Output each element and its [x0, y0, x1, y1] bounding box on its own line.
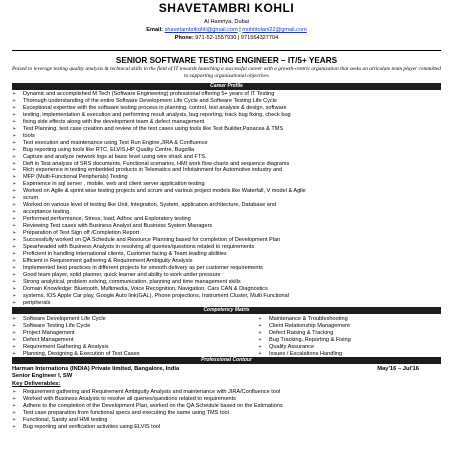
competency-item: ➢ Project Management: [12, 330, 140, 337]
career-profile-item: ➢ Test Planning, test case creation and review of the test cases using tools like Test Builder,Panacea & TMS: [12, 126, 306, 133]
phone-value: 971-52-1557930 | 971564327704: [195, 35, 279, 41]
competency-list-left: [12, 316, 140, 359]
competency-item: ➢ Defect Raising & Tracking: [258, 330, 351, 337]
career-profile-item: ➢ tools: [12, 133, 306, 140]
career-profile-item: ➢ Exceptional expertise with the software testing process in planning, control, test analysis & design, software: [12, 105, 306, 112]
career-profile-item: ➢ Rich experience in testing embedded products in Telematics and Infotainment for Automotive industry and: [12, 167, 306, 174]
competency-item: ➢ Software Testing Life Cycle: [12, 323, 140, 330]
career-profile-list: [12, 91, 306, 307]
career-profile-item: ➢ Performed performance, Stress, load, Adhoc and Exploratory testing: [12, 216, 306, 223]
deliverable-item: ➢ Functional, Sanity and HMI testing: [12, 417, 283, 424]
deliverable-item: ➢ Test case preparation from functional specs and executing the same using TMS tool: [12, 410, 283, 417]
career-profile-item: ➢ Capture and analyze network logs at basic level using wire shark and FTS.: [12, 154, 306, 161]
career-profile-item: ➢ Preparation of Test Sign off /Completion Report: [12, 230, 306, 237]
email-link-secondary[interactable]: mohittolani22@gmail.com: [242, 27, 307, 33]
career-profile-item: ➢ Dynamic and accomplished M Tech (Software Engineering) professional offering 5+ years of IT Testing: [12, 91, 306, 98]
email-label: Email:: [146, 27, 164, 33]
competency-item: ➢ Client Relationship Management: [258, 323, 351, 330]
career-profile-item: ➢ Worked on various level of testing like Unit, Integration, System, application architecture, Database and: [12, 202, 306, 209]
competency-item: ➢ Planning, Designing & Execution of Test Cases: [12, 351, 140, 358]
location-line: [0, 18, 453, 26]
email-line: [0, 26, 453, 34]
email-link-primary[interactable]: shavetambrikohli@gmail.com: [164, 27, 238, 33]
section-header-competency-matrix: Competency Matrix: [12, 307, 441, 314]
career-profile-item: ➢ fixing side effects along with the development team & defect management: [12, 119, 306, 126]
section-header-professional-contour: Professional Contour: [12, 357, 441, 364]
career-profile-item: ➢ Strong analytical, problem solving, communication, planning and time management skills: [12, 279, 306, 286]
deliverables-list: [12, 389, 283, 431]
career-profile-item: ➢ Experience in sql server , mobile, web and client server application testing: [12, 181, 306, 188]
location: Al Hamriya, Dubai: [203, 19, 250, 25]
competency-item: ➢ Maintenance & Troubleshooting: [258, 316, 351, 323]
experience-company: [12, 366, 179, 380]
company-name: Harman Internations (INDIA) Private limited, Bangalore, India: [12, 366, 180, 372]
career-profile-item: ➢ Worked on Agile & sprint wise testing projects and scrum and various project models like Waterfall, V model & Agile: [12, 188, 306, 195]
career-profile-item: ➢ Proficient in handling international clients, Customer facing & Team leading abilities: [12, 251, 306, 258]
competency-item: ➢ Defect Management: [12, 337, 140, 344]
headline: SENIOR SOFTWARE TESTING ENGINEER – IT/5+ YEARS: [115, 56, 338, 65]
deliverable-item: ➢ Adhere to the completion of the Development Plan, worked on the QA Schedule based on the Estimations: [12, 403, 283, 410]
candidate-name: SHAVETAMBRI KOHLI: [158, 1, 295, 15]
career-profile-item: ➢ Efficient in Requirement gathering & Requirement Ambiguity Analysis: [12, 258, 306, 265]
career-profile-item: ➢ Implemented best practices in different projects for smooth delivery as per customer requirements: [12, 265, 306, 272]
experience-dates: May'16 – Jul'16: [377, 366, 419, 372]
career-profile-item: ➢ systems, IOS Apple Car play, Google Auto link(GAL), Phone projections, Instrument Cluster, Multi Functional: [12, 293, 306, 300]
phone-line: [0, 34, 453, 42]
career-profile-item: ➢ Deft in Test analysis of SRS documents, Functional scenarios, HMI work flow charts and sequence diagrams: [12, 161, 306, 168]
competency-item: ➢ Quality Assurance: [258, 344, 351, 351]
career-profile-item: ➢ Good team player, solid planner, quick learner and ability to work under pressure: [12, 272, 306, 279]
career-profile-item: ➢ Thorough understanding of the entire Software Development Life Cycle and Software Testing Life Cycle: [12, 98, 306, 105]
key-deliverables-label: Key Deliverables:: [12, 381, 61, 387]
career-profile-item: ➢ acceptance testing: [12, 209, 306, 216]
objective: Poised to leverage testing quality analysis & technical skills in the field of IT towards launching a successful career with a growth-centric organization that seeks an articulate team player committed to supporting organizational objectives: [12, 66, 441, 79]
phone-label: Phone:: [174, 35, 194, 41]
career-profile-item: ➢ Reviewing Test cases with Business Analyst and Business System Managers: [12, 223, 306, 230]
career-profile-item: ➢ peripherals: [12, 300, 306, 307]
header-divider: [12, 50, 441, 51]
career-profile-item: ➢ Spearheaded with Business Analysts in resolving all queries/questions related to requirements: [12, 244, 306, 251]
competency-item: ➢ Requirement Gathering & Analysis: [12, 344, 140, 351]
competency-item: ➢ Bug Tracking, Reporting & Fixing: [258, 337, 351, 344]
competency-item: ➢ Issues / Escalations Handling: [258, 351, 351, 358]
deliverable-item: ➢ Worked with Business Analysts to resolve all queries/questions related to requirements: [12, 396, 283, 403]
career-profile-item: ➢ Domain Knowledge: Bluetooth, Multimedia, Voice Recognition, Navigation, Cars CAN & Diagnostics: [12, 286, 306, 293]
deliverable-item: ➢ Requirement gathering and Requirement Ambiguity Analysis and maintenance with JIRA/Confluence tool: [12, 389, 283, 396]
deliverable-item: ➢ Bug reporting and verification activities using ELVIS tool: [12, 424, 283, 431]
email-separator: |: [237, 27, 243, 33]
career-profile-item: ➢ MFP (Multi-Functional Peripherals) Testing: [12, 174, 306, 181]
career-profile-item: ➢ testing, implementation & execution and performing result analysis, bug reporting, track bug fixing, check bug: [12, 112, 306, 119]
career-profile-item: ➢ scrum: [12, 195, 306, 202]
career-profile-item: ➢ Bug reporting using tools like RTC, ELVIS,HP Quality Centre, Bugzilla: [12, 147, 306, 154]
job-role: Senior Engineer I, SW: [12, 373, 73, 379]
competency-list-right: [258, 316, 351, 359]
career-profile-item: ➢ Test execution and maintenance using Test Run Engine,JIRA & Confluence: [12, 140, 306, 147]
section-header-career-profile: Career Profile: [12, 83, 441, 90]
career-profile-item: ➢ Successfully worked on QA Schedule and Resource Planning based for completion of Development Plan: [12, 237, 306, 244]
competency-item: ➢ Software Development Life Cycle: [12, 316, 140, 323]
